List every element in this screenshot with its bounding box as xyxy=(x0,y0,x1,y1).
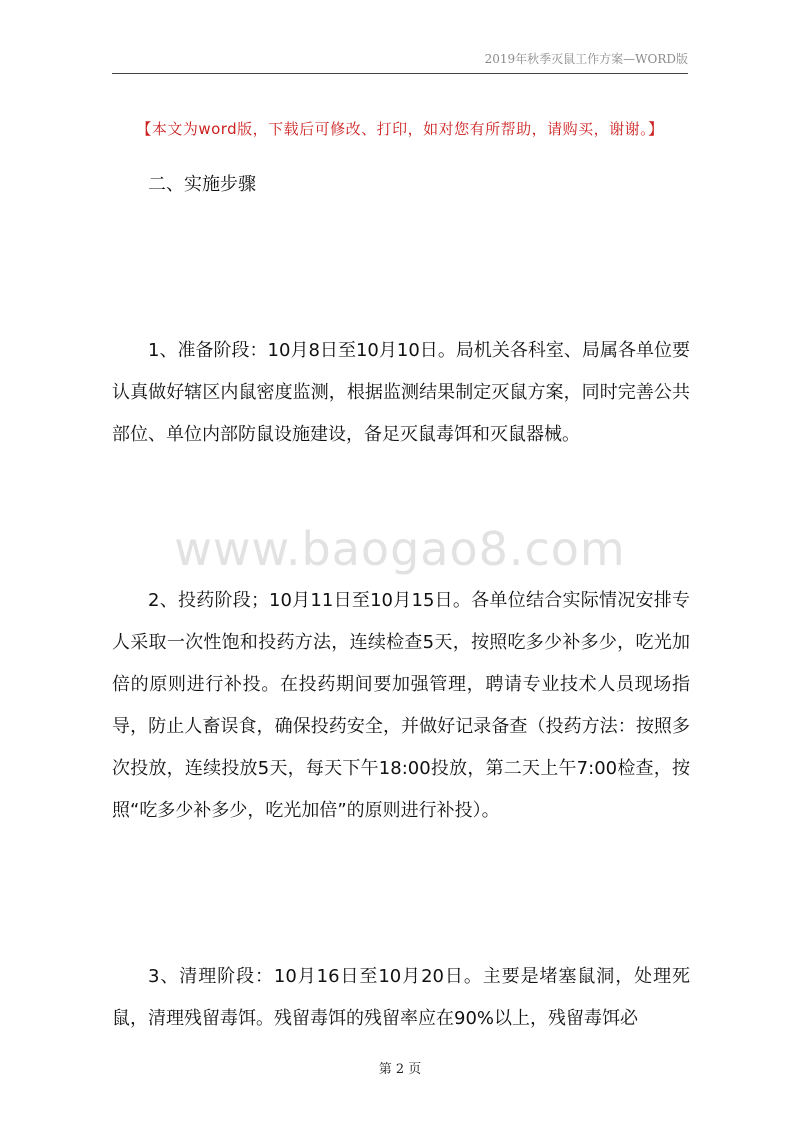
page-header: 2019年秋季灭鼠工作方案—WORD版 xyxy=(484,52,688,66)
page-number: 第 2 页 xyxy=(378,1062,422,1077)
paragraph-baiting-stage: 2、投药阶段；10月11日至10月15日。各单位结合实际情况安排专人采取一次性饱和投药方法，连续检查5天，按照吃多少补多少，吃光加倍的原则进行补投。在投药期间要加强管理，聘请专业技术人员现场指导，防止人畜误食，确保投药安全，并做好记录备查（投药方法：按照多次投放，连续投放5天，每天下午18:00投放，第二天上午7:00检查，按照“吃多少补多少，吃光加倍”的原则进行补投）。 xyxy=(112,590,690,821)
download-notice: 【本文为word版，下载后可修改、打印，如对您有所帮助，请购买，谢谢。】 xyxy=(136,120,664,138)
header-divider xyxy=(112,73,688,74)
section-heading: 二、实施步骤 xyxy=(148,174,256,195)
paragraph-preparation-stage: 1、准备阶段：10月8日至10月10日。局机关各科室、局属各单位要认真做好辖区内鼠密度监测，根据监测结果制定灭鼠方案，同时完善公共部位、单位内部防鼠设施建设，备足灭鼠毒饵和灭鼠器械。 xyxy=(112,340,690,445)
paragraph-cleanup-stage: 3、清理阶段：10月16日至10月20日。主要是堵塞鼠洞，处理死鼠，清理残留毒饵。残留毒饵的残留率应在90%以上，残留毒饵必 xyxy=(112,966,690,1029)
watermark: www.baogao8.com xyxy=(174,522,626,576)
